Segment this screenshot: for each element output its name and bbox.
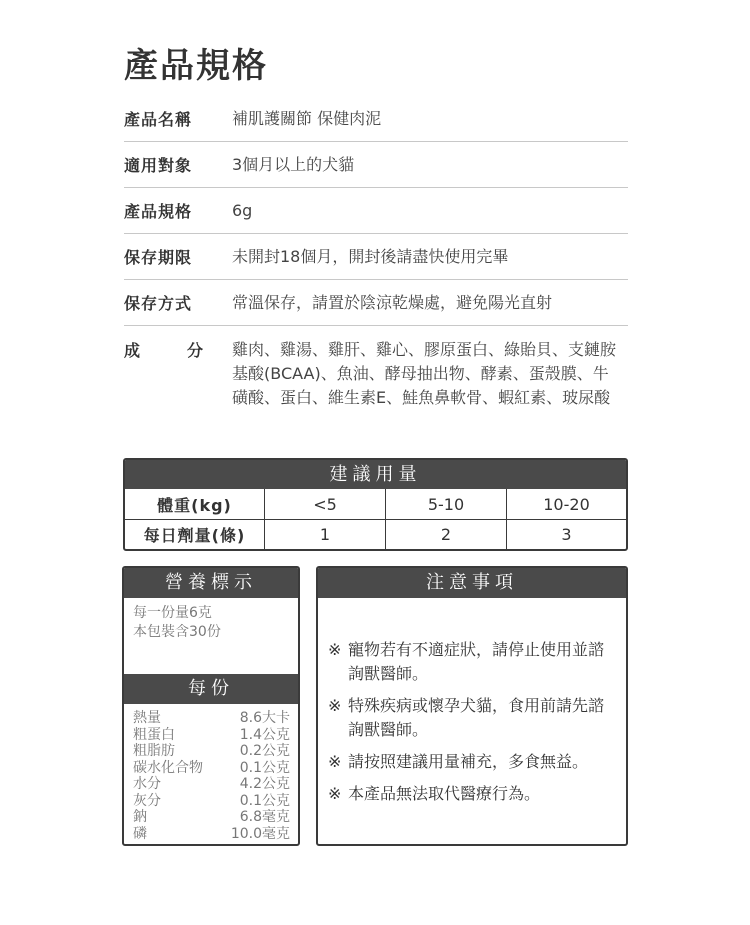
spec-label: 保存方式 (124, 294, 193, 313)
usage-weight-row (125, 489, 626, 519)
usage-dose-row (125, 519, 626, 549)
nutrition-item: 水分 4.2公克 (133, 776, 290, 792)
usage-table (123, 458, 628, 551)
nutrition-item: 鈉 6.8毫克 (133, 809, 290, 825)
notes-list (318, 598, 626, 806)
spec-table (124, 96, 628, 410)
spec-value: 補肌護關節 保健肉泥 (232, 108, 382, 128)
nutrition-item: 熱量 8.6大卡 (133, 710, 290, 726)
spec-value: 常溫保存，請置於陰涼乾燥處，避免陽光直射 (232, 292, 553, 312)
weight-cell: <5 (265, 489, 386, 519)
per-serving-header: 每份 (124, 674, 298, 704)
note-item: ※ 寵物若有不適症狀，請停止使用並諮詢獸醫師。 (328, 638, 618, 686)
nutrition-item: 粗蛋白 1.4公克 (133, 726, 290, 743)
nutrition-list (124, 704, 298, 842)
note-mark: ※ (328, 784, 342, 803)
weight-cell: 5-10 (386, 489, 507, 519)
spec-label: 產品名稱 (124, 110, 193, 129)
spec-row-size (124, 188, 628, 234)
nutrition-header: 營養標示 (124, 568, 298, 598)
ingredients-line: 基酸(BCAA)、魚油、酵母抽出物、酵素、蛋殼膜、牛 (232, 364, 609, 383)
note-mark: ※ (328, 696, 342, 715)
spec-row-name (124, 96, 628, 142)
spec-value: 3個月以上的犬貓 (232, 154, 355, 174)
weight-label: 體重(kg) (125, 489, 265, 519)
usage-header: 建議用量 (125, 460, 626, 489)
note-mark: ※ (328, 640, 342, 659)
note-item: ※ 特殊疾病或懷孕犬貓，食用前請先諮詢獸醫師。 (328, 694, 618, 742)
dose-cell: 3 (561, 525, 572, 544)
ingredients-line: 磺酸、蛋白、維生素E、鮭魚鼻軟骨、蝦紅素、玻尿酸 (232, 388, 611, 407)
serving-info (124, 598, 298, 674)
nutrition-panel (122, 566, 300, 846)
spec-row-target (124, 142, 628, 188)
ingredients-line: 雞肉、雞湯、雞肝、雞心、膠原蛋白、綠貽貝、支鏈胺 (232, 340, 617, 359)
notes-panel (316, 566, 628, 846)
nutrition-item: 灰分 0.1公克 (133, 792, 290, 809)
spec-row-storage (124, 280, 628, 326)
notes-header: 注意事項 (318, 568, 626, 598)
spec-row-shelf-life (124, 234, 628, 280)
dose-cell: 2 (386, 520, 507, 549)
spec-value: 6g (232, 200, 253, 220)
servings-per-pack: 本包裝含30份 (133, 624, 221, 640)
note-mark: ※ (328, 752, 342, 771)
dose-label: 每日劑量(條) (125, 520, 265, 549)
ingredients-label: 成 分 (124, 341, 204, 360)
nutrition-item: 碳水化合物 0.1公克 (133, 759, 290, 776)
weight-cell: 10-20 (543, 494, 590, 514)
spec-label: 保存期限 (124, 248, 193, 267)
nutrition-item: 粗脂肪 0.2公克 (133, 743, 290, 759)
spec-label: 產品規格 (124, 202, 193, 221)
nutrition-item: 磷 10.0毫克 (133, 825, 290, 842)
spec-row-ingredients (124, 326, 628, 410)
spec-label: 適用對象 (124, 156, 193, 175)
serving-size: 每一份量6克 (133, 605, 212, 621)
spec-value: 未開封18個月，開封後請盡快使用完畢 (232, 246, 509, 266)
ingredients-value (232, 338, 616, 410)
page-title: 產品規格 (124, 46, 268, 86)
dose-cell: 1 (265, 520, 386, 549)
note-item: ※ 本產品無法取代醫療行為。 (328, 782, 618, 806)
note-item: ※ 請按照建議用量補充，多食無益。 (328, 750, 618, 774)
